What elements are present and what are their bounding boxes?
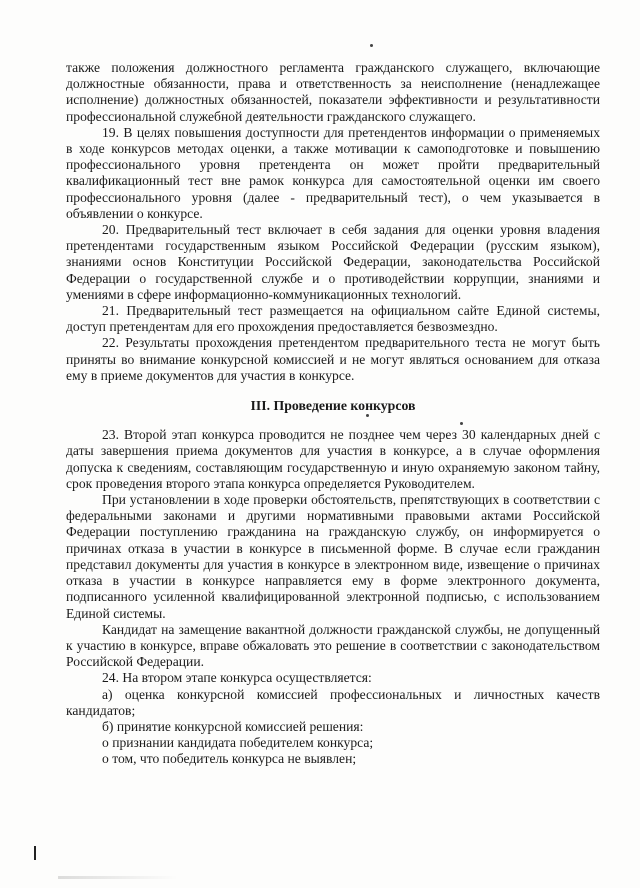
paragraph-19: 19. В целях повышения доступности для претендентов информации о применяемых в ходе конкурсов методах оценки, а также мотивации к самоподготовке и повышению профессионального уровня претендента он может пройти предварительный квалификационный тест вне рамок конкурса для самостоятельной оценки им своего профессионального уровня (далее - предварительный тест), о чем указывается в объявлении о конкурсе.: [66, 124, 600, 221]
margin-mark: [34, 846, 36, 860]
section-heading: III. Проведение конкурсов: [250, 398, 416, 414]
paragraph-continuation: также положения должностного регламента гражданского служащего, включающие должностные обязанности, права и ответственность за неисполнение (ненадлежащее исполнение) должностных обязанностей, показатели эффективности и результативности профессиональной служебной деятельности гражданского служащего.: [66, 60, 600, 124]
scan-speck: [370, 44, 373, 47]
paragraph-refusal: При установлении в ходе проверки обстоятельств, препятствующих в соответствии с федеральными законами и другими нормативными правовыми актами Российской Федерации поступлению гражданина на гражданскую службу, он информируется о причинах отказа в участии в конкурсе в письменной форме. В случае если гражданин представил документы для участия в конкурсе в электронном виде, извещение о причинах отказа в участии в конкурсе направляется ему в форме электронного документа, подписанного усиленной квалифицированной электронной подписью, с использованием Единой системы.: [66, 492, 600, 621]
paragraph-21: 21. Предварительный тест размещается на официальном сайте Единой системы, доступ претендентам для его прохождения предоставляется безвозмездно.: [66, 303, 600, 335]
paragraph-22: 22. Результаты прохождения претендентом предварительного теста не могут быть приняты во внимание конкурсной комиссией и не могут являться основанием для отказа ему в приеме документов для участия в конкурсе.: [66, 335, 600, 383]
list-item-b: б) принятие конкурсной комиссией решения:: [102, 718, 364, 734]
paragraph-23: 23. Второй этап конкурса проводится не позднее чем через 30 календарных дней с даты завершения приема документов для участия в конкурсе, а в случае оформления допуска к сведениям, составляющим государственную и иную охраняемую законом тайну, срок проведения второго этапа конкурса определяется Руководителем.: [66, 427, 600, 491]
list-subitem-no-winner: о том, что победитель конкурса не выявлен;: [102, 751, 357, 767]
list-item-a: а) оценка конкурсной комиссией профессиональных и личностных качеств кандидатов;: [66, 686, 600, 718]
list-subitem-winner: о признании кандидата победителем конкурса;: [102, 735, 374, 751]
paragraph-20: 20. Предварительный тест включает в себя задания для оценки уровня владения претендентами государственным языком Российской Федерации (русским языком), знаниями основ Конституции Российской Федерации, законодательства Российской Федерации о государственной службе и о противодействии коррупции, знаниями и умениями в сфере информационно-коммуникационных технологий.: [66, 222, 600, 302]
paragraph-appeal: Кандидат на замещение вакантной должности гражданской службы, не допущенный к участию в конкурсе, вправе обжаловать это решение в соответствии с законодательством Российской Федерации.: [66, 621, 600, 670]
scan-shadow: [58, 876, 178, 879]
document-body: [66, 60, 600, 768]
paragraph-24: 24. На втором этапе конкурса осуществляется:: [102, 670, 372, 686]
